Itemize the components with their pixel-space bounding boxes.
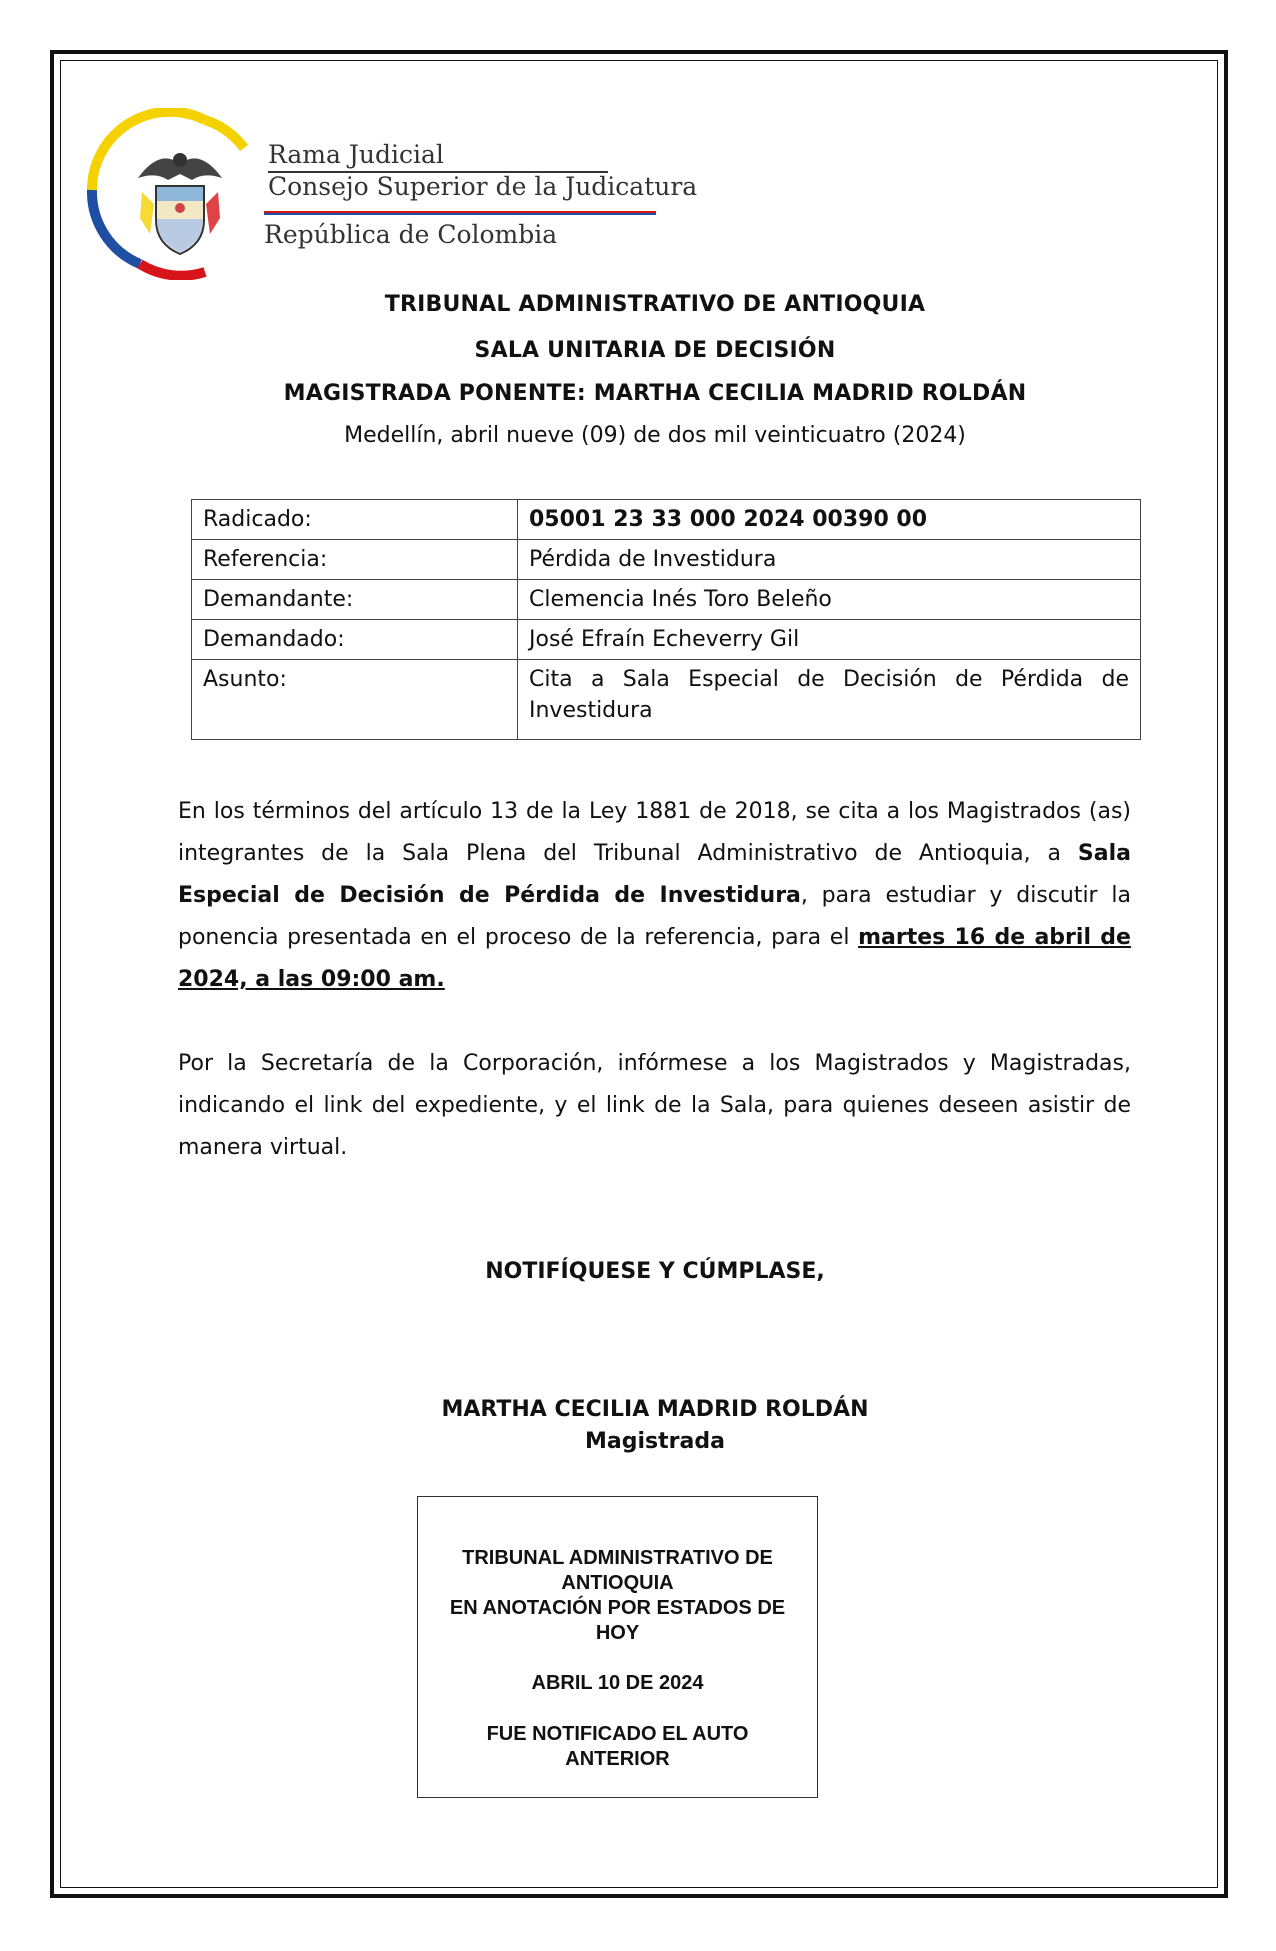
table-row bbox=[192, 500, 1141, 540]
coat-of-arms-icon bbox=[80, 108, 280, 280]
stamp-line: FUE NOTIFICADO EL AUTO bbox=[486, 1723, 749, 1745]
row-label: Demandante: bbox=[192, 580, 518, 620]
stamp-line: ANTERIOR bbox=[565, 1748, 670, 1770]
court-name: TRIBUNAL ADMINISTRATIVO DE ANTIOQUIA bbox=[384, 292, 926, 317]
signer-role: Magistrada bbox=[585, 1429, 725, 1454]
notification-stamp bbox=[417, 1496, 818, 1798]
row-value-radicado: 05001 23 33 000 2024 00390 00 bbox=[518, 500, 1141, 540]
date-line: Medellín, abril nueve (09) de dos mil veinticuatro (2024) bbox=[344, 423, 966, 448]
p1-underlined-date: martes 16 de abril de 2024, a las 09:00 am. bbox=[178, 925, 1131, 992]
logo-line-consejo: Consejo Superior de la Judicatura bbox=[268, 172, 698, 201]
signer-name: MARTHA CECILIA MADRID ROLDÁN bbox=[441, 1397, 869, 1422]
stamp-line: EN ANOTACIÓN POR ESTADOS DE bbox=[449, 1597, 786, 1619]
stamp-line: HOY bbox=[595, 1622, 640, 1644]
logo-blue-rule bbox=[264, 213, 656, 215]
row-label: Radicado: bbox=[192, 500, 518, 540]
table-row bbox=[192, 540, 1141, 580]
logo-line-rama-judicial: Rama Judicial bbox=[268, 140, 444, 169]
p1-text-b: , para estudiar y discutir la ponencia presentada en el proceso de la referencia, para el bbox=[178, 883, 1132, 950]
row-label: Asunto: bbox=[192, 660, 518, 740]
p1-text-a: En los términos del artículo 13 de la Ley 1881 de 2018, se cita a los Magistrados (as) integrantes de la Sala Plena del Tribunal Administrativo de Antioquia, a bbox=[178, 799, 1131, 866]
table-row bbox=[192, 580, 1141, 620]
body-paragraph-1 bbox=[178, 791, 1131, 1001]
body-paragraph-2: Por la Secretaría de la Corporación, infórmese a los Magistrados y Magistradas, indicando el link del expediente, y el link de la Sala, para quienes deseen asistir de manera virtual. bbox=[178, 1051, 1131, 1160]
stamp-line: TRIBUNAL ADMINISTRATIVO DE bbox=[462, 1547, 773, 1569]
row-value-asunto: Cita a Sala Especial de Decisión de Pérdida de Investidura bbox=[518, 660, 1141, 740]
row-value: Clemencia Inés Toro Beleño bbox=[518, 580, 1141, 620]
p1-bold-text: Sala Especial de Decisión de Pérdida de Investidura bbox=[178, 841, 1131, 908]
case-info-table bbox=[191, 499, 1141, 740]
closing-notify: NOTIFÍQUESE Y CÚMPLASE, bbox=[485, 1259, 825, 1284]
stamp-line: ANTIOQUIA bbox=[561, 1572, 674, 1594]
row-value: José Efraín Echeverry Gil bbox=[518, 620, 1141, 660]
chamber-name: SALA UNITARIA DE DECISIÓN bbox=[474, 338, 836, 363]
magistrate-header: MAGISTRADA PONENTE: MARTHA CECILIA MADRID ROLDÁN bbox=[283, 381, 1027, 406]
table-row bbox=[192, 660, 1141, 740]
row-label: Demandado: bbox=[192, 620, 518, 660]
table-row bbox=[192, 620, 1141, 660]
row-value: Pérdida de Investidura bbox=[518, 540, 1141, 580]
row-label: Referencia: bbox=[192, 540, 518, 580]
logo-line-republica: República de Colombia bbox=[264, 220, 558, 249]
stamp-date: ABRIL 10 DE 2024 bbox=[531, 1672, 704, 1694]
